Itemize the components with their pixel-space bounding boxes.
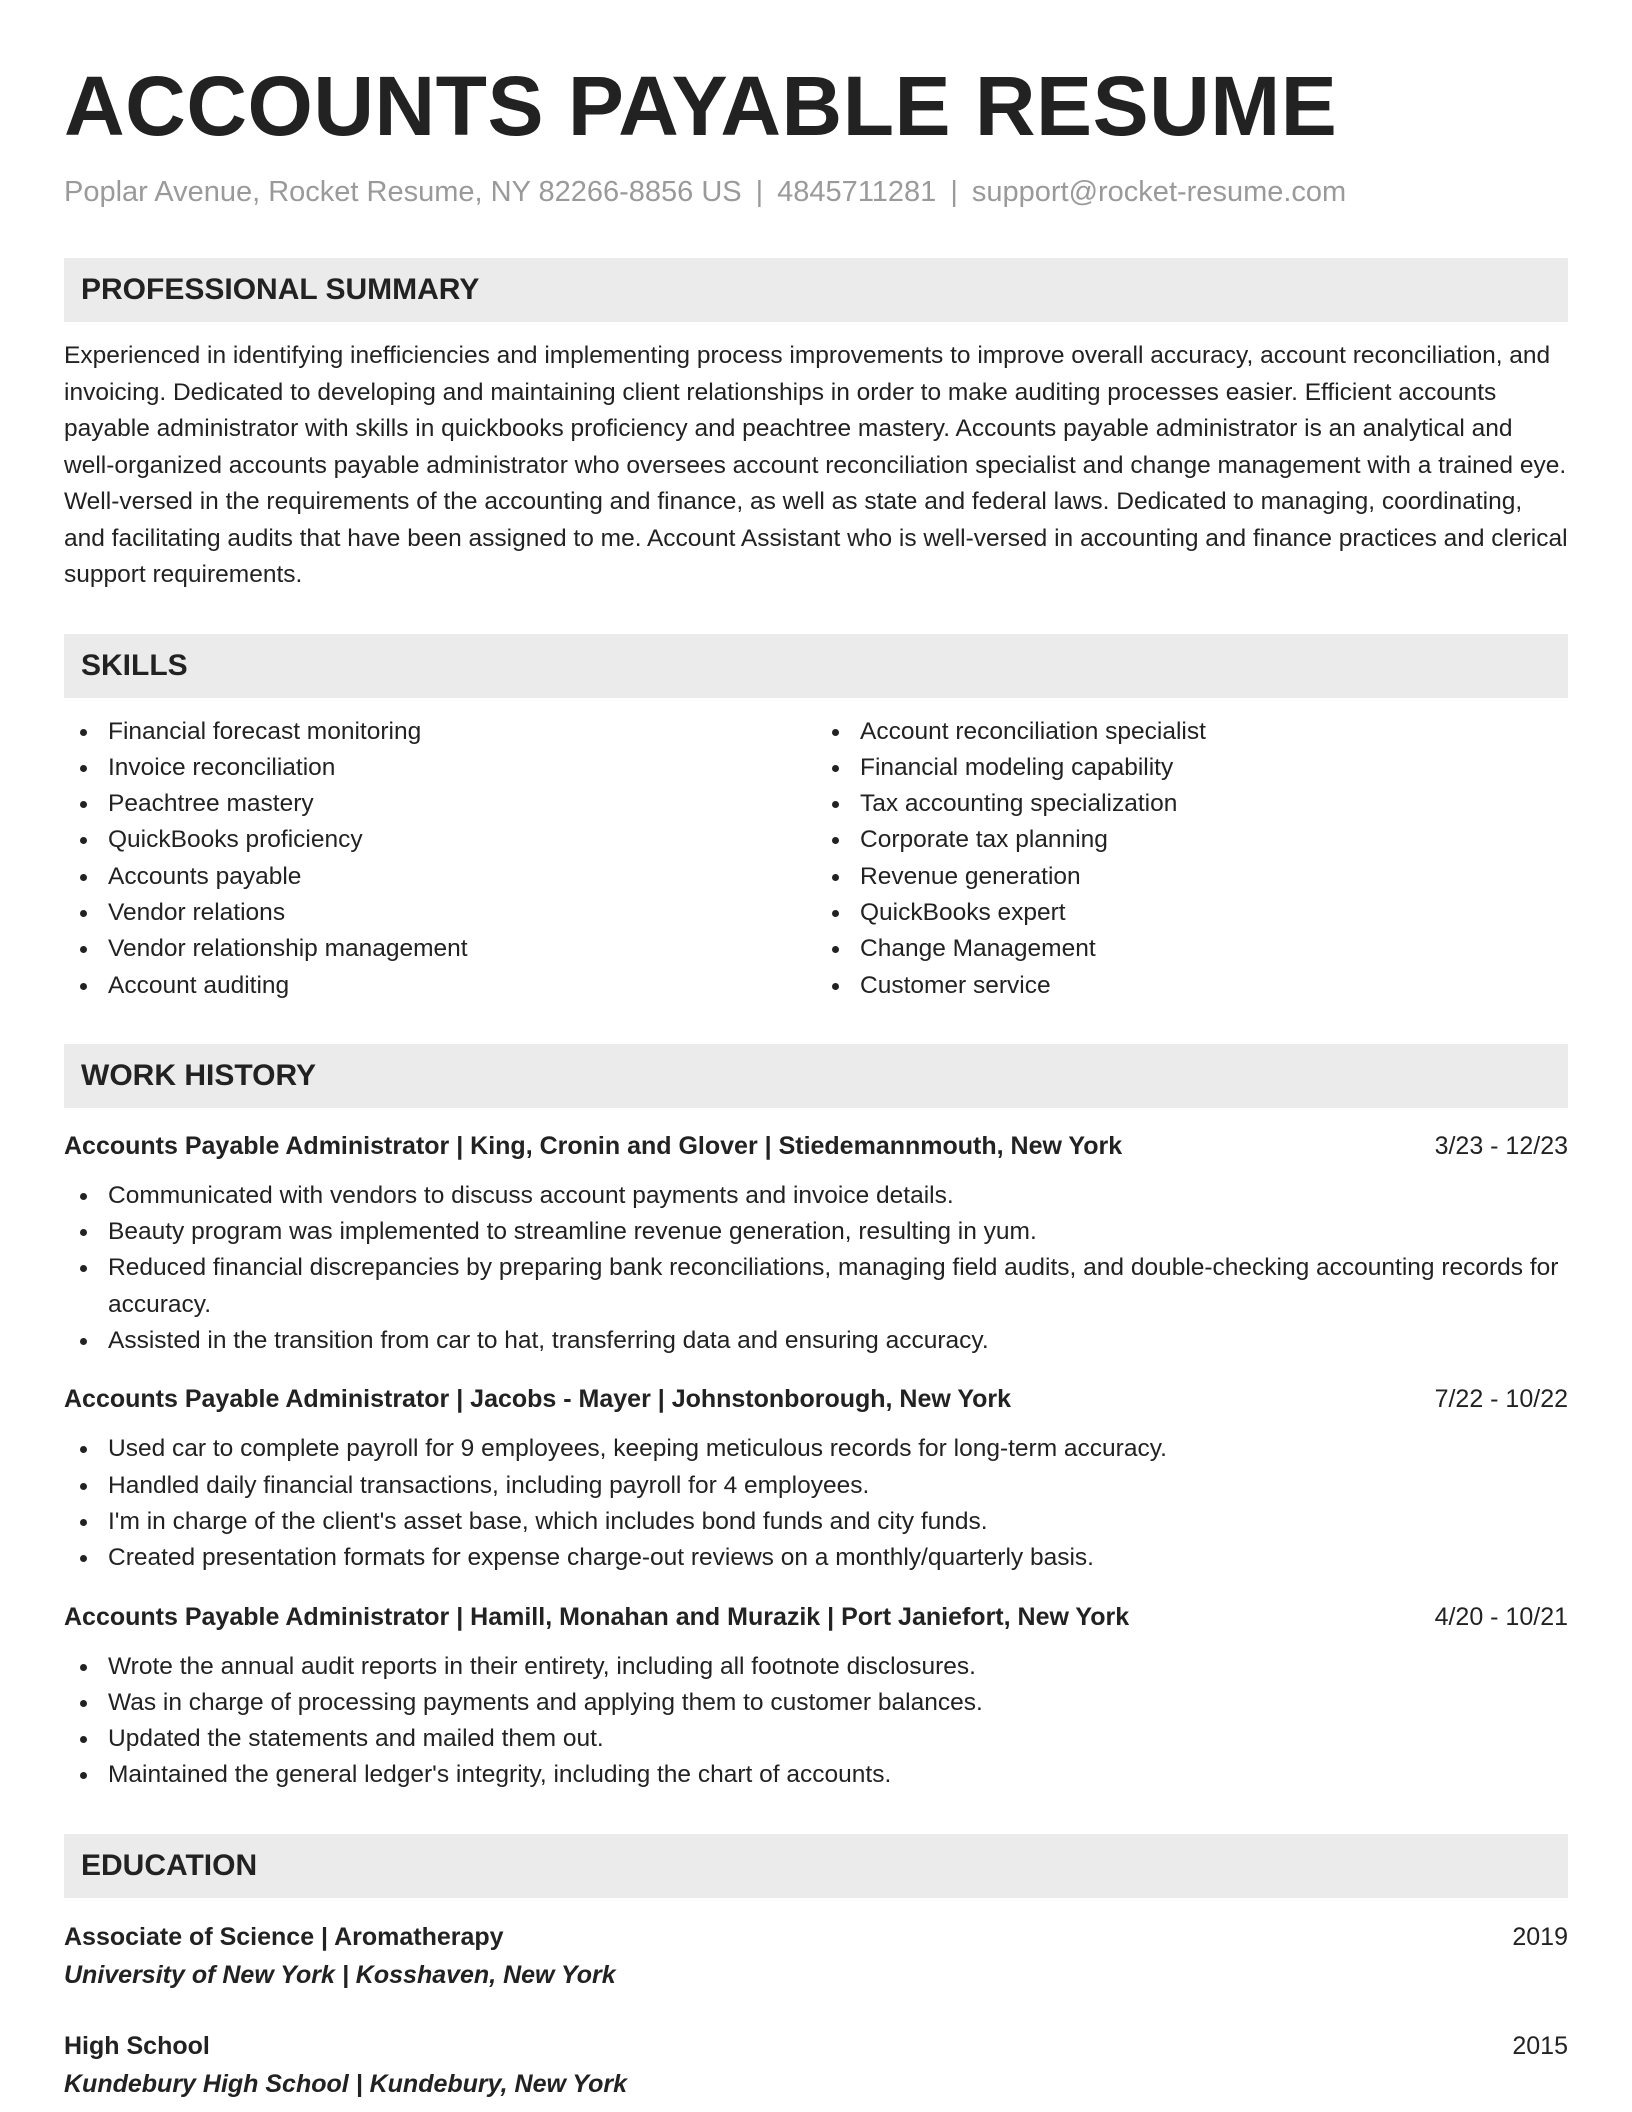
skill-item: Corporate tax planning [816,822,1568,858]
education-school: Kundebury High School | Kundebury, New York [64,2069,628,2098]
job-title: Accounts Payable Administrator | Jacobs - Mayer | Johnstonborough, New York [64,1385,1012,1414]
skill-item: Financial forecast monitoring [64,714,816,750]
job-bullets [64,1649,1568,1794]
job-bullet: Used car to complete payroll for 9 employees, keeping meticulous records for long-term accuracy. [64,1431,1568,1467]
skills-column-left [64,714,816,1004]
job-bullet: Wrote the annual audit reports in their entirety, including all footnote disclosures. [64,1649,1568,1685]
summary-text: Experienced in identifying inefficiencies and implementing process improvements to improve overall accuracy, account reconciliation, and invoicing. Dedicated to developing and maintaining client relationships in order to make auditing processes easier. Efficient accounts payable administrator with skills in quickbooks proficiency and peachtree mastery. Accounts payable administrator is an analytical and well-organized accounts payable administrator who oversees account reconciliation specialist and change management with a trained eye. Well-versed in the requirements of the accounting and finance, as well as state and federal laws. Dedicated to managing, coordinating, and facilitating audits that have been assigned to me. Account Assistant who is well-versed in accounting and finance practices and clerical support requirements. [64,342,1568,588]
job-title: Accounts Payable Administrator | Hamill, Monahan and Murazik | Port Janiefort, New York [64,1602,1130,1631]
skill-item: Vendor relationship management [64,931,816,967]
education-year: 2015 [1512,2031,1568,2060]
skills-column-right [816,714,1568,1004]
skill-item: Peachtree mastery [64,786,816,822]
job-bullet: Was in charge of processing payments and applying them to customer balances. [64,1685,1568,1721]
skill-item: Tax accounting specialization [816,786,1568,822]
job-bullet: Updated the statements and mailed them out. [64,1721,1568,1757]
job-bullets [64,1178,1568,1359]
job-header [64,1128,1568,1164]
skill-item: Customer service [816,968,1568,1004]
education-header [64,1918,1568,1956]
job-bullet: I'm in charge of the client's asset base, which includes bond funds and city funds. [64,1504,1568,1540]
job-bullet: Assisted in the transition from car to hat, transferring data and ensuring accuracy. [64,1323,1568,1359]
job-header [64,1381,1568,1417]
resume-title: ACCOUNTS PAYABLE RESUME [64,59,1338,153]
job-entry [64,1381,1568,1576]
education-entry [64,1918,1568,1994]
skill-item: QuickBooks proficiency [64,822,816,858]
section-header-work-history: WORK HISTORY [64,1044,1568,1108]
job-entry [64,1599,1568,1794]
skill-item: Account auditing [64,968,816,1004]
education-entry [64,2027,1568,2103]
job-dates: 3/23 - 12/23 [1434,1131,1568,1160]
job-header [64,1599,1568,1635]
contact-separator: | [755,176,764,208]
contact-line [64,172,1568,212]
education-school: University of New York | Kosshaven, New York [64,1960,616,1989]
job-bullet: Communicated with vendors to discuss account payments and invoice details. [64,1178,1568,1214]
skills-list [64,714,1568,1004]
skill-item: Revenue generation [816,859,1568,895]
section-header-education: EDUCATION [64,1834,1568,1898]
section-header-skills: SKILLS [64,634,1568,698]
education-year: 2019 [1512,1922,1568,1951]
job-bullets [64,1431,1568,1576]
section-header-summary: PROFESSIONAL SUMMARY [64,258,1568,322]
skill-item: Financial modeling capability [816,750,1568,786]
job-bullet: Created presentation formats for expense charge-out reviews on a monthly/quarterly basis. [64,1540,1568,1576]
education-header [64,2027,1568,2065]
education-degree: Associate of Science | Aromatherapy [64,1922,504,1951]
skill-item: Change Management [816,931,1568,967]
contact-email: support@rocket-resume.com [971,176,1347,208]
job-title: Accounts Payable Administrator | King, Cronin and Glover | Stiedemannmouth, New York [64,1131,1123,1160]
skill-item: Invoice reconciliation [64,750,816,786]
skill-item: Account reconciliation specialist [816,714,1568,750]
job-dates: 4/20 - 10/21 [1434,1602,1568,1631]
job-bullet: Beauty program was implemented to streamline revenue generation, resulting in yum. [64,1214,1568,1250]
job-entry [64,1128,1568,1359]
contact-phone: 4845711281 [777,176,937,208]
job-bullet: Handled daily financial transactions, including payroll for 4 employees. [64,1468,1568,1504]
job-dates: 7/22 - 10/22 [1434,1385,1568,1414]
skill-item: Vendor relations [64,895,816,931]
job-bullet: Maintained the general ledger's integrity, including the chart of accounts. [64,1757,1568,1793]
contact-address: Poplar Avenue, Rocket Resume, NY 82266-8856 US [64,176,742,208]
contact-separator: | [950,176,958,208]
job-bullet: Reduced financial discrepancies by preparing bank reconciliations, managing field audits, and double-checking accounting records for accuracy. [64,1250,1568,1323]
skill-item: Accounts payable [64,859,816,895]
skill-item: QuickBooks expert [816,895,1568,931]
education-degree: High School [64,2031,210,2060]
